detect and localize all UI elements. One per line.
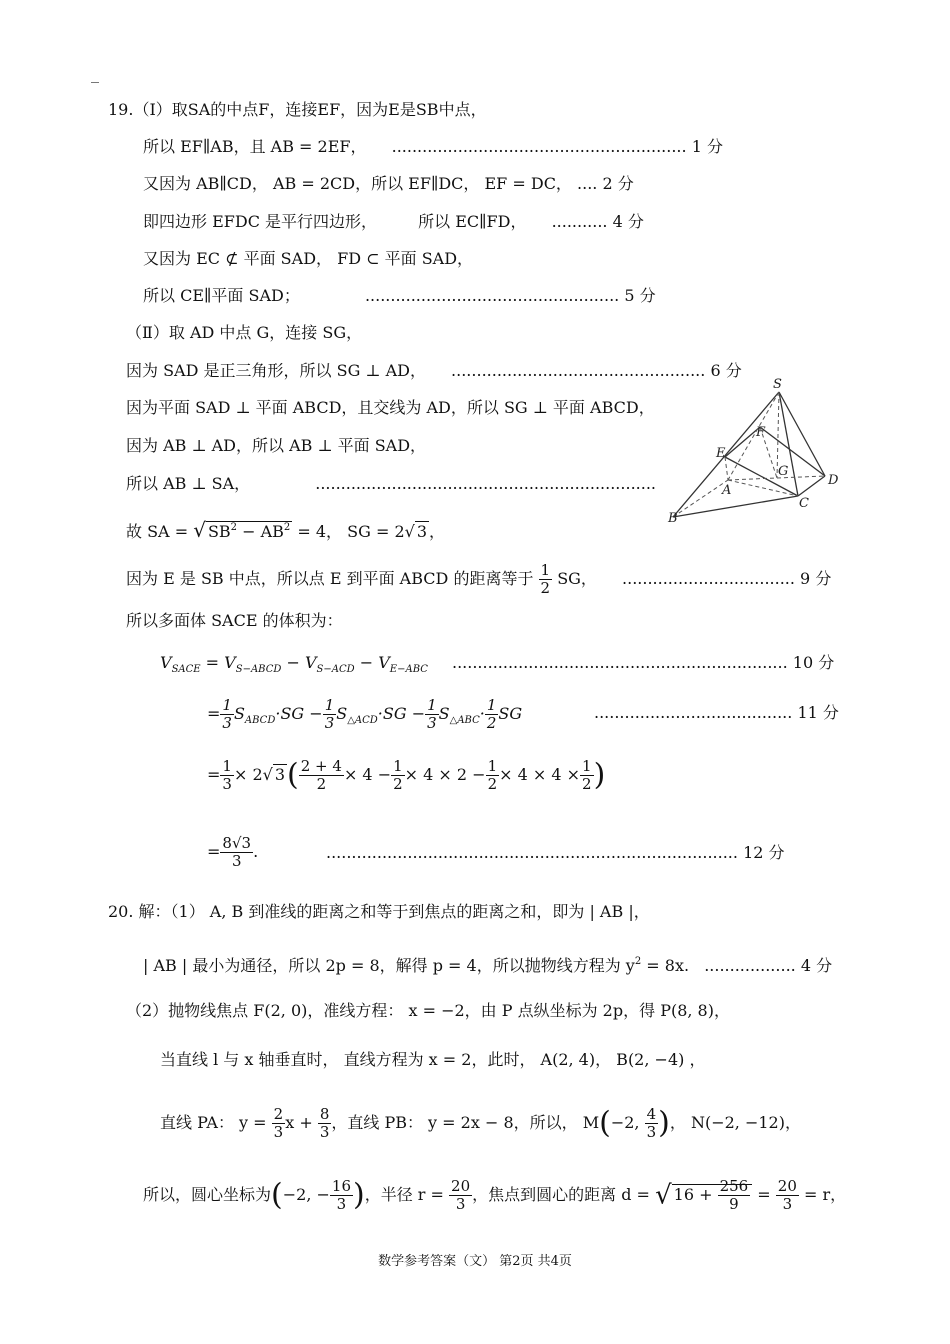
volume-line-2-score: ....................................... 11 分 (594, 703, 839, 722)
q19-line-2: 所以 EF∥AB，且 AB = 2EF， .......................................................... 1 分 (143, 137, 723, 156)
volume-line-1: $V_{SACE} = V_{S-ABCD} - V_{S-ACD} - V_{E-ABC}$ (160, 653, 428, 675)
label-G: G (778, 464, 789, 479)
q19-line-10: 因为 AB ⊥ AD，所以 AB ⊥ 平面 SAD， (126, 436, 427, 455)
q19-line-5: 又因为 EC ⊄ 平面 SAD， FD ⊂ 平面 SAD， (143, 249, 474, 268)
volume-line-3: = $\frac{1}{3}$ × 2√ 3( $\frac{2 + 4}{2}$ × 4 − $\frac{1}{2}$ × 4 × 2 − $\frac{1}{2}$ × 4 × 4 × $\frac{1}{2}$ ) (207, 757, 606, 793)
q19-line-14: 所以多面体 SACE 的体积为： (126, 611, 343, 630)
volume-line-4: = $\frac{8√3}{3}$ . (207, 834, 259, 870)
label-F: F (756, 425, 766, 440)
q20-line-5: 直线 PA： y = $\frac{2}{3}$ x + $\frac{8}{3}$ ，直线 PB： y = 2x − 8，所以， M(−2, $\frac{4}{3}$ )， N(−2, −12)， (160, 1105, 801, 1141)
q20-line-1: 20. 解：（1） A, B 到准线的距离之和等于到焦点的距离之和，即为 | AB |， (108, 902, 650, 921)
label-B: B (668, 511, 678, 526)
corner-mark (91, 82, 99, 83)
page-footer: 数学参考答案（文） 第2页 共4页 (378, 1254, 572, 1269)
label-C: C (799, 496, 809, 511)
label-S: S (773, 377, 782, 392)
q19-line-6: 所以 CE∥平面 SAD； .................................................. 5 分 (143, 286, 656, 305)
volume-line-4-score: ................................................................................. 12 分 (326, 843, 785, 862)
label-A: A (722, 483, 732, 498)
q19-line-12: 故 SA = √ $SB^2 - AB^2 = 4$， SG = 2√ 3 ， (126, 518, 446, 542)
volume-line-2: = $\frac{1}{3}$ $S_{ABCD}\cdot SG$ − $\frac{1}{3}$ $S_{\triangle ACD}\cdot SG$ − $\frac{1}{3}$ $S_{\triangle ABC}\cdot$ $\frac{1}{2}$ SG (207, 696, 523, 732)
q20-line-4: 当直线 l 与 x 轴垂直时， 直线方程为 x = 2，此时， A(2, 4)， B(2, −4) ， (160, 1050, 706, 1069)
pyramid-figure (660, 372, 850, 532)
q19-line-3: 又因为 AB∥CD， AB = 2CD，所以 EF∥DC， EF = DC， .... 2 分 (143, 174, 634, 193)
q20-line-6: 所以，圆心坐标为(−2, − $\frac{16}{3}$ )，半径 r = $\frac{20}{3}$ ，焦点到圆心的距离 d = √ 16 + $\frac{256}{9}$ = $\frac{20}{3}$ = r， (143, 1177, 847, 1213)
q20-line-2: | AB | 最小为通径，所以 2p = 8，解得 p = 4，所以抛物线方程为 $y^2 = 8x$. .................. 4 分 (143, 956, 833, 975)
q19-line-11: 所以 AB ⊥ SA， ................................................................... (126, 474, 656, 493)
q19-line-7: （Ⅱ）取 AD 中点 G，连接 SG， (126, 323, 363, 342)
q19-line-8: 因为 SAD 是正三角形，所以 SG ⊥ AD， .................................................. 6 分 (126, 361, 742, 380)
q19-line-13: 因为 E 是 SB 中点，所以点 E 到平面 ABCD 的距离等于 $\frac{1}{2}$ SG， .................................. 9 分 (126, 561, 832, 597)
label-D: D (828, 473, 839, 488)
q19-line-4: 即四边形 EFDC 是平行四边形， 所以 EC∥FD， ........... 4 分 (143, 212, 644, 231)
label-E: E (716, 446, 726, 461)
q19-line-9: 因为平面 SAD ⊥ 平面 ABCD，且交线为 AD，所以 SG ⊥ 平面 ABCD， (126, 398, 655, 417)
q20-line-3: （2）抛物线焦点 F(2, 0)，准线方程： x = −2，由 P 点纵坐标为 2p，得 P(8, 8)， (126, 1001, 730, 1020)
q19-line-1: 19.（Ⅰ）取SA的中点F，连接EF，因为E是SB中点， (108, 100, 487, 119)
volume-line-1-score: .................................................................. 10 分 (452, 653, 835, 672)
